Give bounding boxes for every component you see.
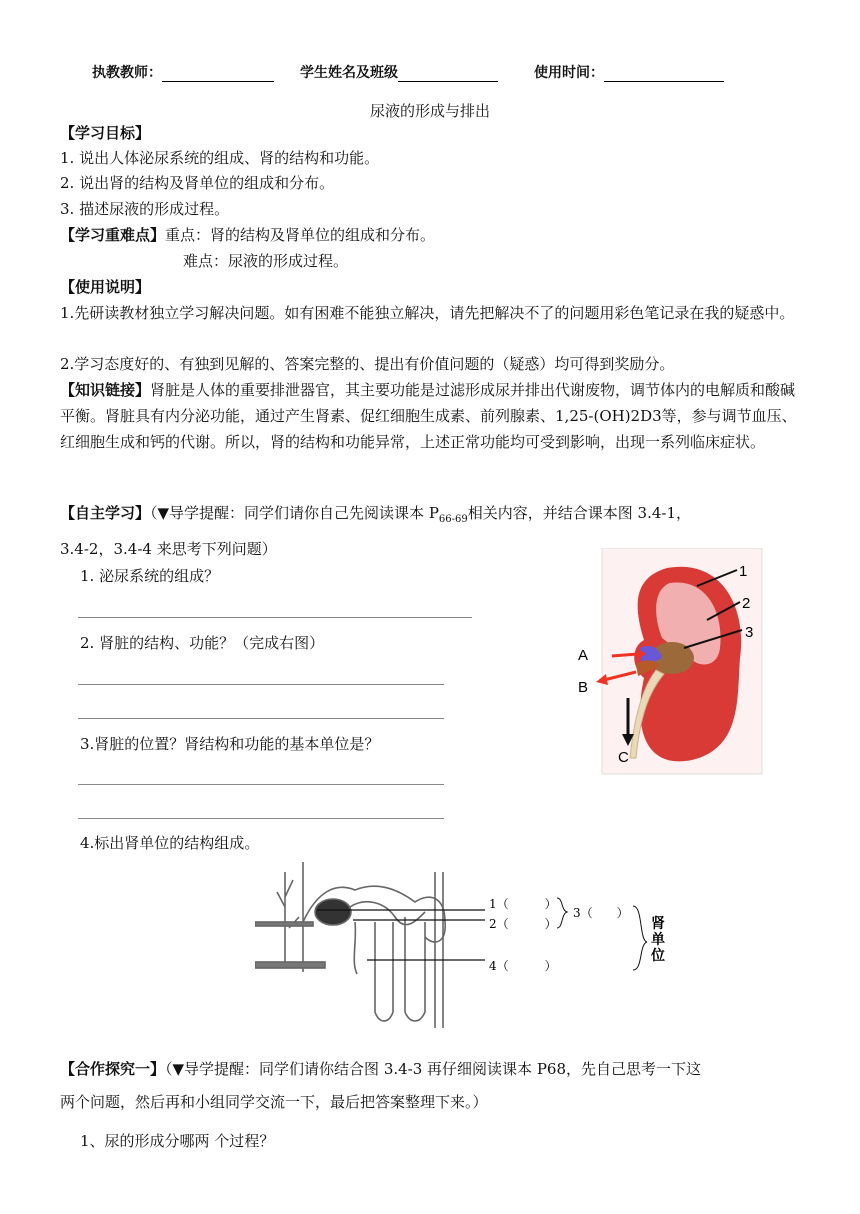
kidney-diagram [572,548,764,776]
kidney-label-b: B [578,679,589,696]
goal-item: 3. 描述尿液的形成过程。 [60,200,230,218]
answer-line[interactable] [78,784,444,785]
hint-text: 3.4-2，3.4-4 来思考下列问题） [60,540,277,558]
knowledge-link-heading: 【知识链接】 [60,381,151,399]
self-study-hint [60,502,691,531]
coop-heading: 【合作探究一】 [60,1060,166,1078]
goals-heading: 【学习目标】 [60,124,151,142]
question-4: 4.标出肾单位的结构组成。 [80,834,260,852]
teacher-blank[interactable] [162,67,274,82]
kidney-label-c: C [618,749,629,766]
usage-heading: 【使用说明】 [60,278,151,296]
goal-item: 1. 说出人体泌尿系统的组成、肾的结构和功能。 [60,149,380,167]
key-points-heading: 【学习重难点】 [60,226,166,244]
hint-text: （▼导学提醒：同学们请你结合图 3.4-3 再仔细阅读课本 P68，先自己思考一下这 [165,1060,702,1078]
collecting-duct [435,872,443,1028]
answer-line[interactable] [78,718,444,719]
time-label: 使用时间： [534,65,604,81]
tubule [350,902,425,925]
arrow-a [612,654,638,656]
loop-of-henle [405,917,425,1021]
question-1: 1. 泌尿系统的组成？ [80,567,220,585]
hint-text: （▼导学提醒：同学们请你自己先阅读课本 P [150,504,439,522]
teacher-label: 执教教师： [92,65,162,81]
key-point: 重点：肾的结构及肾单位的组成和分布。 [165,226,436,244]
brace-large [633,906,647,970]
knowledge-link-text: 肾脏是人体的重要排泄器官，其主要功能是过滤形成尿并排出代谢废物，调节体内的电解质和酸碱平衡。肾脏具有内分泌功能，通过产生肾素、促红细胞生成素、前列腺素、1,25-(OH)2D3等，参与调节血压、红细胞生成和钙的代谢。所以，肾的结构和功能异常，上述正常功能均可受到影响，出现一系列临床症状。 [60,381,797,451]
page-title: 尿液的形成与排出 [369,102,490,120]
question-2: 2. 肾脏的结构、功能？（完成右图） [80,634,325,652]
key-points [60,224,435,246]
brace-small [557,898,567,928]
answer-line[interactable] [78,818,444,819]
kidney-label-3: 3 [745,624,754,641]
time-field [534,62,724,82]
student-field [300,62,498,82]
nephron-side-label: 位 [651,948,665,964]
base-bar [255,922,313,926]
answer-line[interactable] [78,684,444,685]
usage-item: 1.先研读教材独立学习解决问题。如有困难不能独立解决，请先把解决不了的问题用彩色笔记录在我的疑惑中。 [60,304,795,322]
page-range: 66-69 [438,514,468,525]
self-study-heading: 【自主学习】 [60,504,151,522]
nephron-diagram [255,862,705,1028]
question-3: 3.肾脏的位置？肾结构和功能的基本单位是？ [80,735,380,753]
coop-hint [60,1058,701,1080]
nephron-drawing [255,862,445,1028]
answer-line[interactable] [78,617,472,618]
base-bar [255,962,325,968]
time-blank[interactable] [604,67,724,82]
difficult-point: 难点：尿液的形成过程。 [183,252,349,270]
kidney-label-a: A [578,647,589,664]
hint-text: 两个问题，然后再和小组同学交流一下，最后把答案整理下来。） [60,1093,488,1111]
student-blank[interactable] [398,67,498,82]
nephron-label-4: 4（ ） [489,959,557,973]
hint-text: 相关内容，并结合课本图 3.4-1， [467,504,691,522]
kidney-label-1: 1 [739,563,748,580]
teacher-field [92,62,274,82]
glomerulus [315,899,351,925]
nephron-label-3: 3（ ） [573,906,629,920]
usage-item: 2.学习态度好的、有独到见解的、答案完整的、提出有价值问题的（疑惑）均可得到奖励分。 [60,355,675,373]
loop-of-henle [375,922,393,1021]
goal-item: 2. 说出肾的结构及肾单位的组成和分布。 [60,174,335,192]
student-label: 学生姓名及班级 [300,65,398,81]
nephron-label-1: 1（ ） [489,897,557,911]
nephron-side-label: 肾 [651,916,665,932]
knowledge-link [60,377,805,455]
kidney-label-2: 2 [742,595,751,612]
vessel-branch [277,872,299,967]
nephron-label-2: 2（ ） [489,917,557,931]
nephron-side-label: 单 [651,932,665,948]
vessel [354,922,357,974]
coop-question-1: 1、尿的形成分哪两 个过程？ [80,1132,275,1150]
